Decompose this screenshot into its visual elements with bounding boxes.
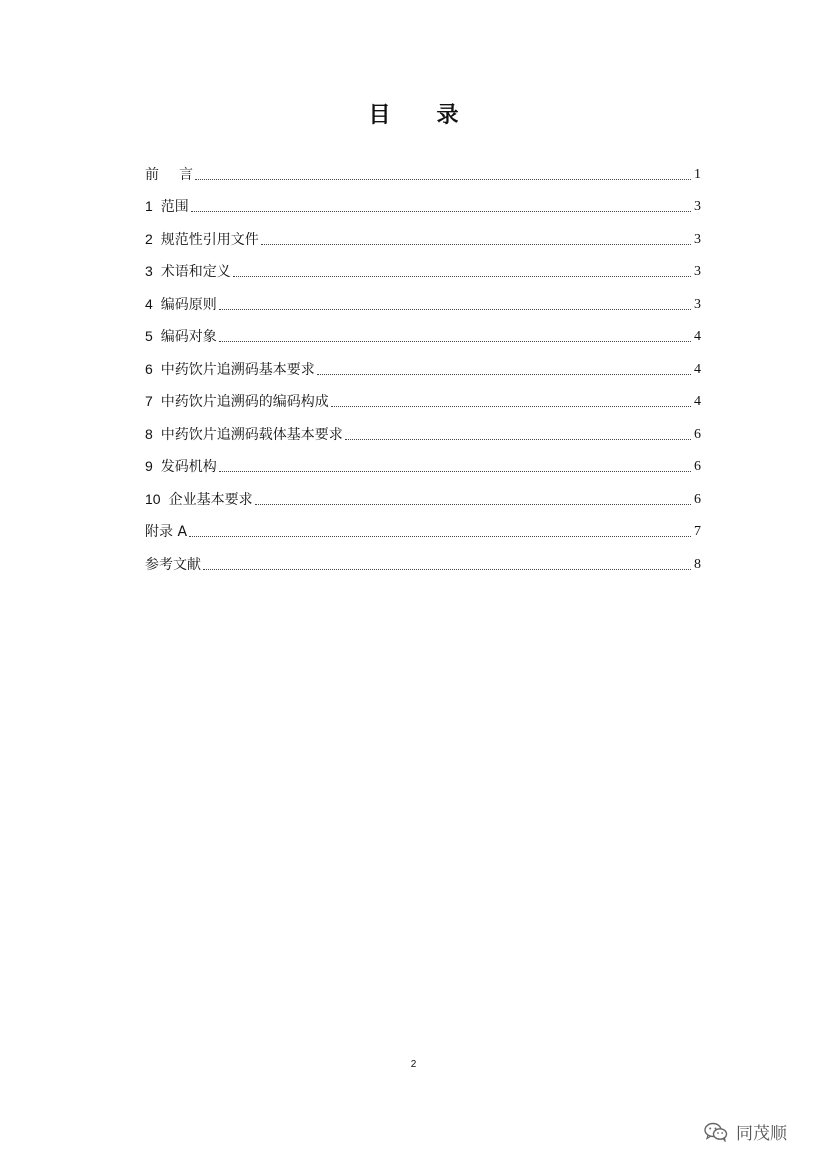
toc-leader-dots: [191, 211, 691, 212]
watermark-text: 同茂顺: [736, 1124, 787, 1144]
toc-leader-dots: [195, 179, 691, 180]
toc-entry-6[interactable]: [145, 347, 701, 380]
toc-entry-4[interactable]: [145, 282, 701, 315]
toc-entry-number: 5: [145, 328, 153, 344]
toc-entry-label: 7 中药饮片追溯码的编码构成: [145, 393, 329, 410]
toc-entry-page: 3: [694, 199, 701, 214]
toc-entry-number: 7: [145, 393, 153, 409]
toc-leader-dots: [261, 244, 691, 245]
toc-leader-dots: [331, 406, 691, 407]
toc-entry-label: 5 编码对象: [145, 328, 217, 345]
toc-entry-label: 4 编码原则: [145, 295, 217, 313]
toc-entry-7[interactable]: [145, 380, 701, 413]
toc-entry-label: 1 范围: [145, 198, 189, 215]
toc-entry-number: 2: [145, 230, 153, 247]
toc-leader-dots: [233, 276, 691, 277]
toc-entry-number: 9: [145, 458, 153, 474]
toc-entry-page: 3: [694, 296, 701, 312]
toc-leader-dots: [255, 504, 691, 505]
toc-entry-2[interactable]: [145, 217, 701, 250]
toc-entry-1[interactable]: [145, 185, 701, 218]
toc-entry-label: 前 言: [145, 166, 193, 183]
toc-entry-3[interactable]: [145, 250, 701, 283]
toc-entry-page: 3: [694, 231, 701, 247]
toc-entry-label: 8 中药饮片追溯码载体基本要求: [145, 425, 343, 443]
toc-entry-foreword[interactable]: [145, 152, 701, 185]
wechat-icon: [704, 1122, 728, 1142]
toc-entry-page: 6: [694, 491, 701, 507]
toc-leader-dots: [189, 536, 691, 537]
toc-entry-label: 6 中药饮片追溯码基本要求: [145, 360, 315, 378]
table-of-contents: [145, 152, 701, 575]
toc-leader-dots: [317, 374, 691, 375]
toc-entry-page: 7: [694, 524, 701, 539]
toc-entry-page: 4: [694, 361, 701, 377]
toc-leader-dots: [345, 439, 691, 440]
toc-entry-label: 9 发码机构: [145, 458, 217, 475]
page-title-part-2: 录: [436, 103, 459, 128]
toc-entry-number: 4: [145, 295, 153, 312]
watermark: [704, 1119, 787, 1144]
toc-leader-dots: [219, 341, 691, 342]
toc-entry-9[interactable]: [145, 445, 701, 478]
toc-leader-dots: [203, 569, 691, 570]
toc-entry-page: 3: [694, 264, 701, 279]
toc-entry-label: 3 术语和定义: [145, 263, 231, 280]
toc-entry-references[interactable]: [145, 542, 701, 575]
toc-entry-page: 4: [694, 394, 701, 409]
toc-entry-appendix-a[interactable]: [145, 510, 701, 543]
toc-leader-dots: [219, 471, 691, 472]
page-title-part-1: 目: [368, 103, 391, 128]
toc-entry-page: 6: [694, 459, 701, 474]
toc-entry-5[interactable]: [145, 315, 701, 348]
toc-entry-page: 8: [694, 556, 701, 572]
toc-entry-number: 10: [145, 490, 161, 507]
toc-leader-dots: [219, 309, 691, 310]
toc-entry-8[interactable]: [145, 412, 701, 445]
toc-entry-label: 附录 A: [145, 524, 188, 540]
toc-entry-label: 参考文献: [145, 556, 201, 573]
toc-entry-number: 1: [145, 198, 153, 214]
page-title: [0, 98, 827, 129]
toc-entry-label: 10 企业基本要求: [145, 490, 253, 508]
toc-entry-10[interactable]: [145, 477, 701, 510]
toc-entry-page: 6: [694, 426, 701, 442]
toc-entry-page: 1: [694, 166, 701, 182]
toc-entry-page: 4: [694, 329, 701, 344]
toc-entry-number: 8: [145, 425, 153, 442]
page-number: 2: [410, 1059, 417, 1070]
toc-entry-number: 3: [145, 263, 153, 279]
toc-entry-number: 6: [145, 360, 153, 377]
toc-entry-label: 2 规范性引用文件: [145, 230, 259, 248]
